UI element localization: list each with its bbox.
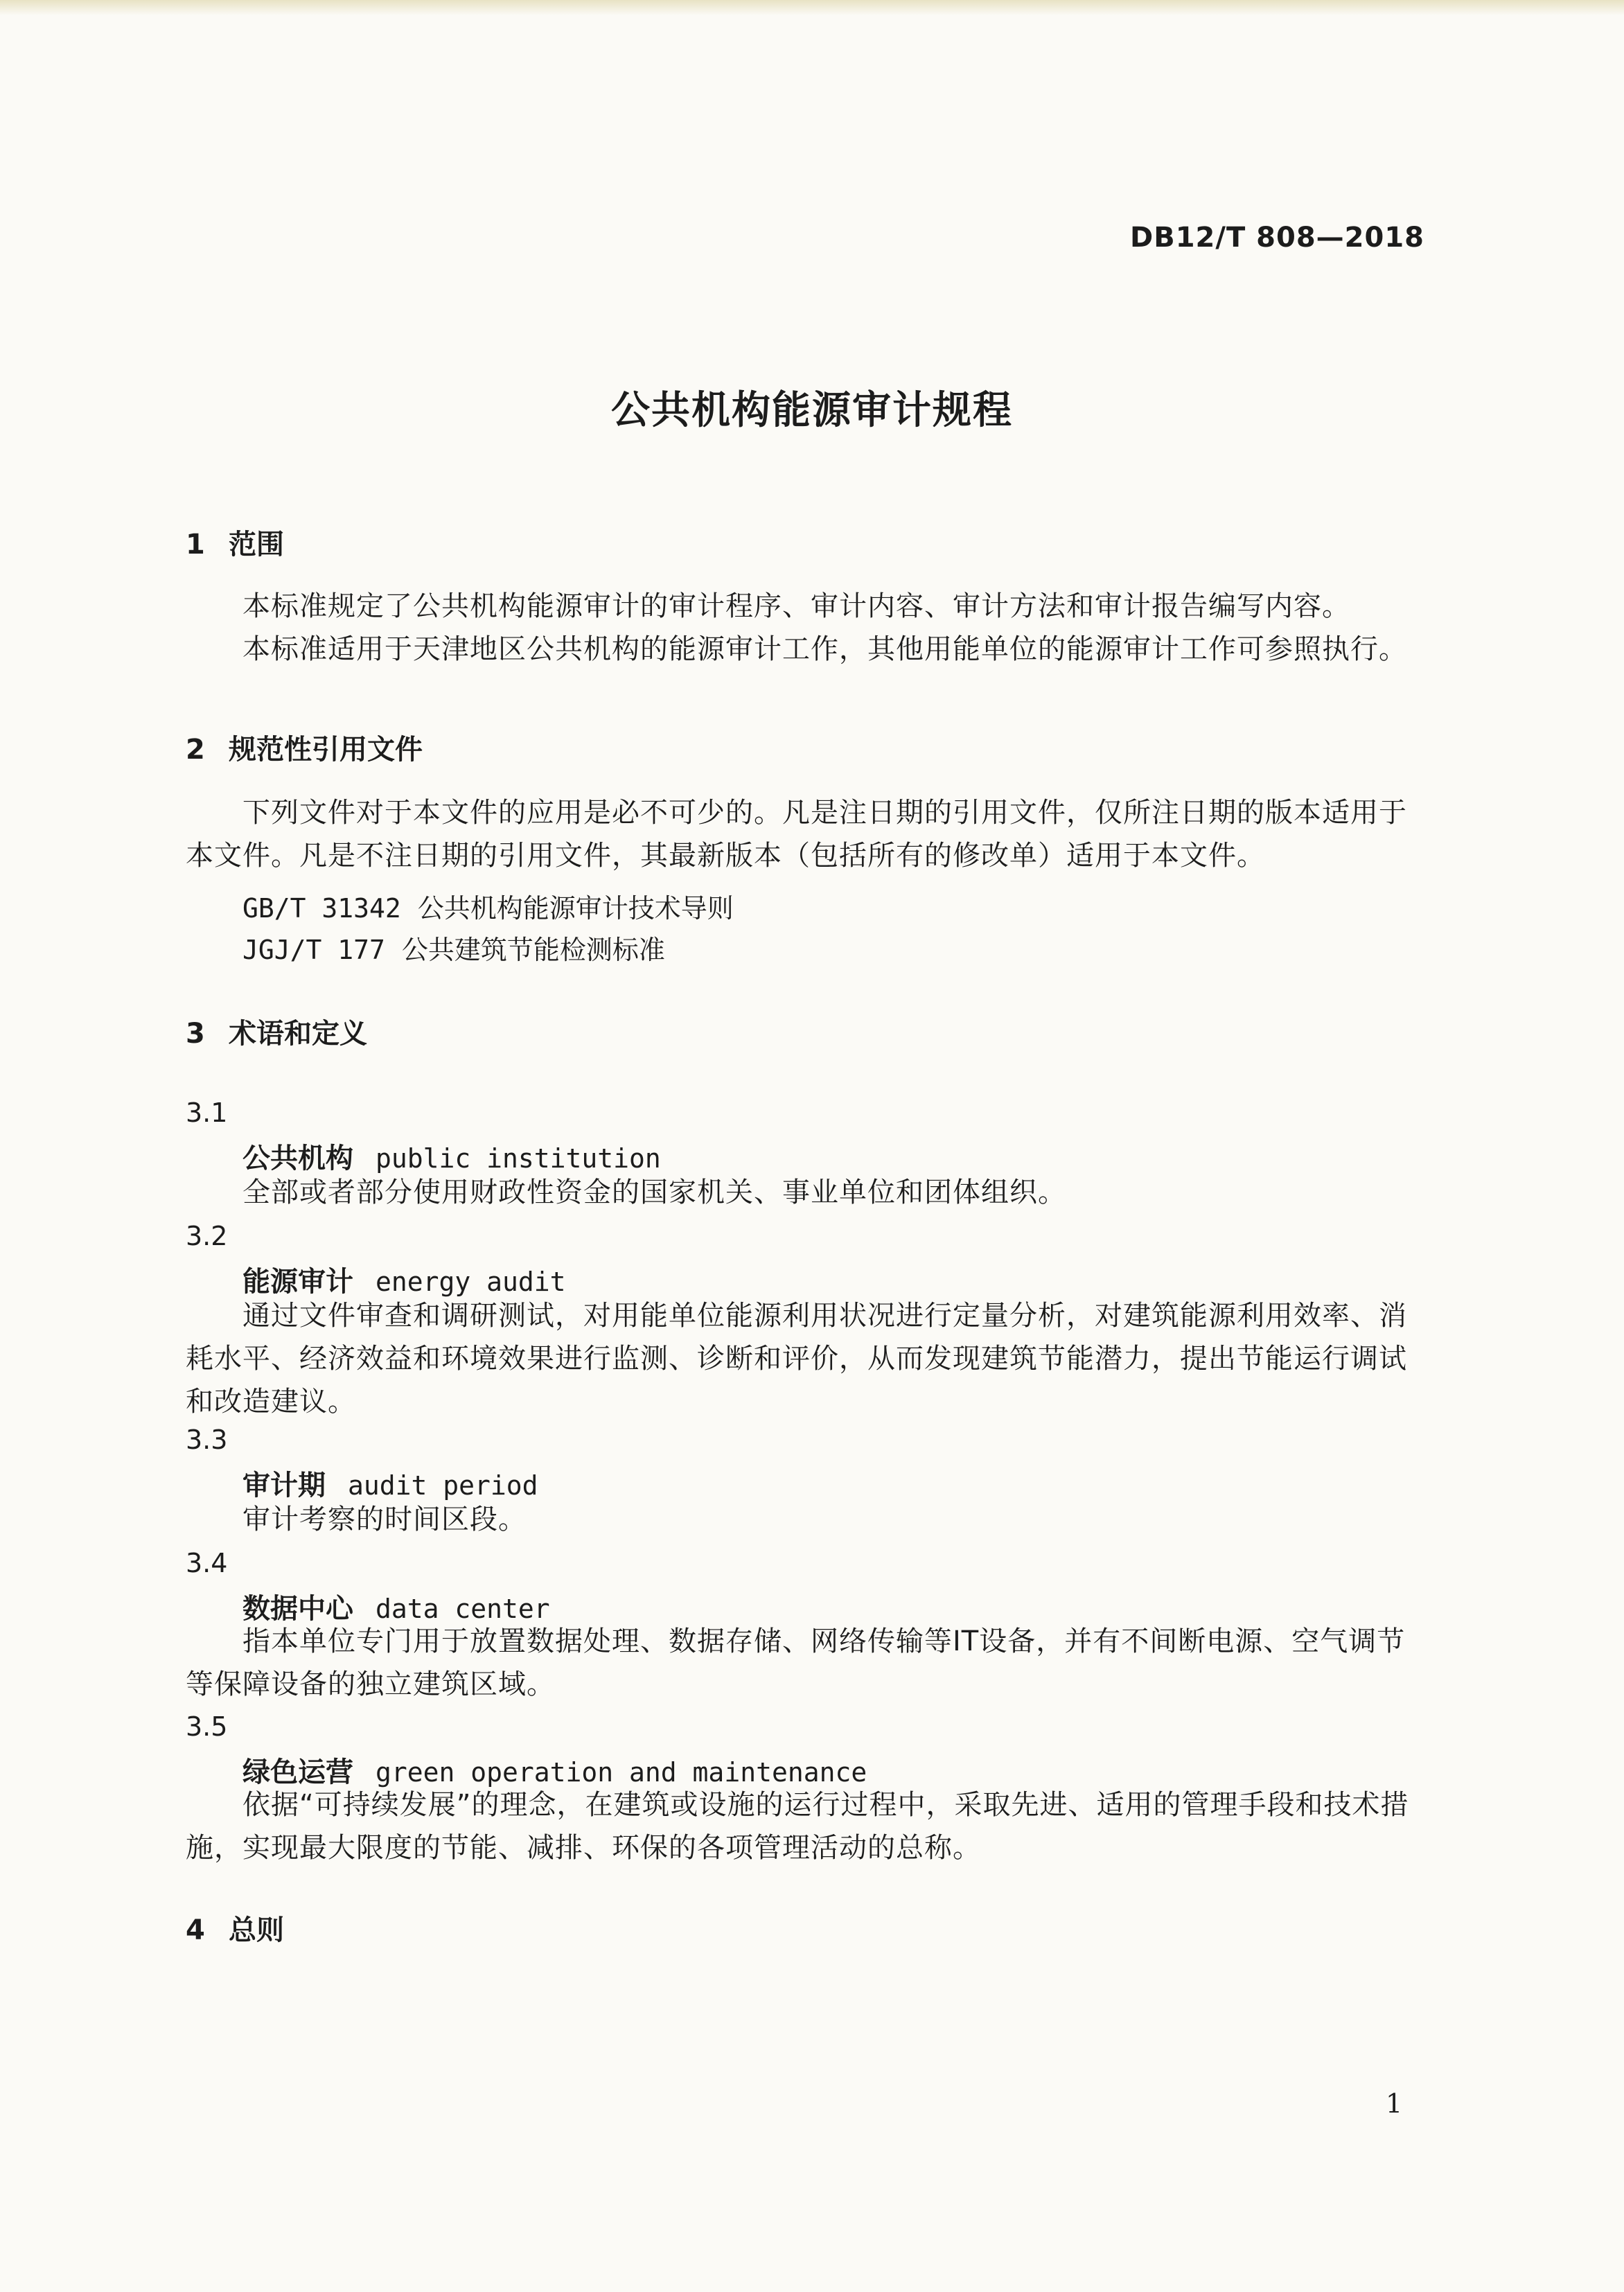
section-title: 总则 xyxy=(229,1914,284,1946)
term-name xyxy=(242,1463,538,1503)
scope-paragraph-2: 本标准适用于天津地区公共机构的能源审计工作，其他用能单位的能源审计工作可参照执行。 xyxy=(242,633,1407,665)
reference-title: 公共建筑节能检测标准 xyxy=(401,935,665,965)
term-definition: 全部或者部分使用财政性资金的国家机关、事业单位和团体组织。 xyxy=(242,1176,1066,1208)
section-heading-normative-references xyxy=(186,728,423,767)
term-number: 3.2 xyxy=(186,1221,228,1251)
term-definition: 依据“可持续发展”的理念，在建筑或设施的运行过程中，采取先进、适用的管理手段和技术措施，实现最大限度的节能、减排、环保的各项管理活动的总称。 xyxy=(186,1789,1409,1864)
reference-item xyxy=(242,928,665,967)
term-number: 3.1 xyxy=(186,1097,228,1128)
term-zh: 审计期 xyxy=(242,1470,326,1501)
section-number: 1 xyxy=(186,529,205,561)
reference-title: 公共机构能源审计技术导则 xyxy=(417,893,734,924)
section-number: 2 xyxy=(186,734,205,766)
term-zh: 绿色运营 xyxy=(242,1756,353,1788)
term-en: public institution xyxy=(376,1143,661,1174)
term-zh: 公共机构 xyxy=(242,1143,353,1174)
section-title: 范围 xyxy=(229,529,284,561)
term-zh: 能源审计 xyxy=(242,1266,353,1298)
term-name xyxy=(242,1260,566,1299)
section-heading-terms xyxy=(186,1012,367,1051)
term-name xyxy=(242,1136,661,1176)
term-en: data center xyxy=(376,1594,550,1624)
section-title: 规范性引用文件 xyxy=(229,734,423,766)
term-definition: 指本单位专门用于放置数据处理、数据存储、网络传输等IT设备，并有不间断电源、空气调节等保障设备的独立建筑区域。 xyxy=(186,1625,1406,1700)
scope-paragraph-1: 本标准规定了公共机构能源审计的审计程序、审计内容、审计方法和审计报告编写内容。 xyxy=(242,590,1350,622)
standard-code: DB12/T 808—2018 xyxy=(1130,222,1424,254)
term-en: green operation and maintenance xyxy=(376,1757,867,1788)
reference-code: GB/T 31342 xyxy=(242,893,401,924)
term-number: 3.4 xyxy=(186,1548,228,1578)
references-paragraph: 下列文件对于本文件的应用是必不可少的。凡是注日期的引用文件，仅所注日期的版本适用于本文件。凡是不注日期的引用文件，其最新版本（包括所有的修改单）适用于本文件。 xyxy=(186,797,1407,872)
document-title: 公共机构能源审计规程 xyxy=(611,388,1013,433)
page-number: 1 xyxy=(1386,2088,1403,2119)
section-title: 术语和定义 xyxy=(229,1018,367,1050)
section-number: 3 xyxy=(186,1018,205,1050)
reference-item xyxy=(242,887,734,925)
term-number: 3.5 xyxy=(186,1711,228,1742)
reference-code: JGJ/T 177 xyxy=(242,935,385,965)
section-number: 4 xyxy=(186,1914,205,1946)
term-definition: 审计考察的时间区段。 xyxy=(242,1504,527,1535)
term-zh: 数据中心 xyxy=(242,1593,353,1625)
term-definition: 通过文件审查和调研测试，对用能单位能源利用状况进行定量分析，对建筑能源利用效率、消耗水平、经济效益和环境效果进行监测、诊断和评价，从而发现建筑节能潜力，提出节能运行调试和改造建议。 xyxy=(186,1300,1407,1418)
term-en: audit period xyxy=(348,1470,538,1501)
scan-edge xyxy=(0,0,1624,15)
section-heading-scope xyxy=(186,522,284,562)
section-heading-general xyxy=(186,1908,284,1948)
term-number: 3.3 xyxy=(186,1425,228,1455)
term-en: energy audit xyxy=(376,1267,566,1297)
